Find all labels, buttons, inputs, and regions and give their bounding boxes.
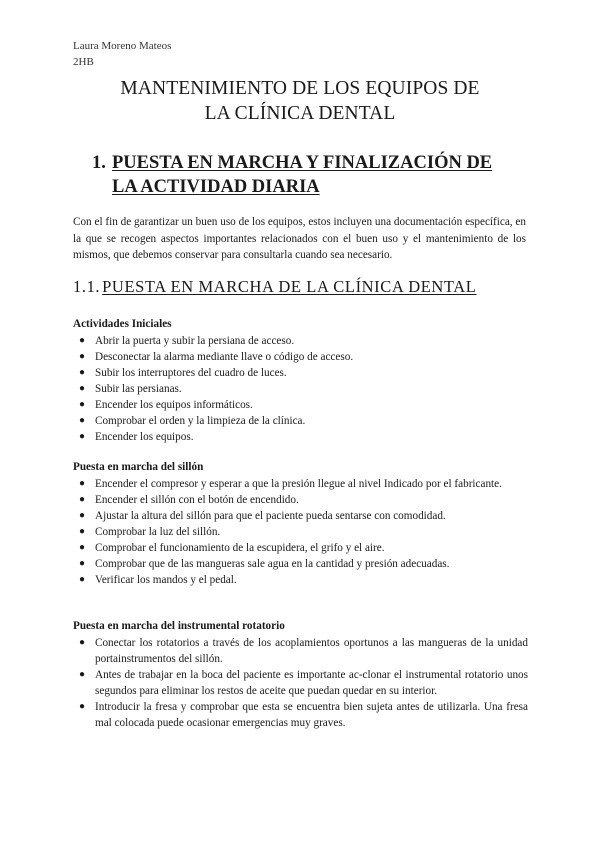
list-item-text: Introducir la fresa y comprobar que esta se encuentra bien sujeta antes de utilizarla. Una fresa mal colocada puede ocasionar emergencias muy graves.: [95, 701, 528, 729]
list-item-text: Abrir la puerta y subir la persiana de acceso.: [95, 335, 295, 347]
list-item-text: Ajustar la altura del sillón para que el paciente pueda sentarse con comodidad.: [95, 510, 446, 522]
bullet-list: [73, 476, 528, 588]
bullet-icon: ●: [79, 351, 86, 362]
document-title-line-1: MANTENIMIENTO DE LOS EQUIPOS DE: [120, 78, 480, 99]
list-item: [73, 508, 528, 524]
bullet-icon: ●: [79, 399, 86, 410]
list-item-text: Encender los equipos informáticos.: [95, 399, 253, 411]
section-title-line-2: LA ACTIVIDAD DIARIA: [112, 177, 320, 197]
list-item: [73, 397, 528, 413]
subsection-heading: [73, 276, 533, 298]
list-item: [73, 699, 528, 731]
document-title: [60, 76, 540, 126]
document-header: [73, 38, 171, 70]
list-item: [73, 492, 528, 508]
bullet-icon: ●: [79, 510, 86, 521]
author-name: Laura Moreno Mateos: [73, 40, 172, 52]
list-item: [73, 476, 528, 492]
list-item: [73, 540, 528, 556]
bullet-list: [73, 333, 528, 445]
bullet-icon: ●: [79, 383, 86, 394]
list-item: [73, 524, 528, 540]
section-title-line-1: PUESTA EN MARCHA Y FINALIZACIÓN DE: [112, 153, 493, 173]
bullet-icon: ●: [79, 478, 86, 489]
bullet-icon: ●: [79, 367, 86, 378]
list-item: [73, 349, 528, 365]
section-heading: [92, 151, 542, 199]
list-item-text: Comprobar el funcionamiento de la escupidera, el grifo y el aire.: [95, 542, 385, 554]
list-item: [73, 667, 528, 699]
bullet-icon: ●: [79, 637, 86, 648]
list-item: [73, 413, 528, 429]
group-code: 2HB: [73, 56, 94, 68]
section-title: [112, 151, 542, 199]
block-instrumental-rotatorio: [73, 618, 528, 731]
list-item-text: Encender el compresor y esperar a que la presión llegue al nivel Indicado por el fabricante.: [95, 478, 502, 490]
block-title: Actividades Iniciales: [73, 318, 172, 330]
list-item: [73, 635, 528, 667]
list-item: [73, 381, 528, 397]
bullet-icon: ●: [79, 558, 86, 569]
list-item: [73, 365, 528, 381]
list-item-text: Encender el sillón con el botón de encendido.: [95, 494, 299, 506]
list-item-text: Conectar los rotatorios a través de los acoplamientos oportunos a las mangueras de la unidad portainstrumentos del sillón.: [95, 637, 528, 665]
list-item-text: Subir las persianas.: [95, 383, 182, 395]
list-item-text: Desconectar la alarma mediante llave o código de acceso.: [95, 351, 354, 363]
block-title: Puesta en marcha del instrumental rotatorio: [73, 620, 285, 632]
list-item-text: Antes de trabajar en la boca del paciente es importante ac-clonar el instrumental rotatorio unos segundos para eliminar los restos de aceite que puedan quedar en su interior.: [95, 669, 528, 697]
list-item-text: Encender los equipos.: [95, 431, 194, 443]
intro-paragraph: Con el fin de garantizar un buen uso de los equipos, estos incluyen una documentación específica, en la que se recogen aspectos importantes relacionados con el buen uso y el mantenimiento de los mismos, que debemos conservar para consultarla cuando sea necesario.: [73, 216, 526, 261]
bullet-list: [73, 635, 528, 731]
list-item: [73, 429, 528, 445]
list-item-text: Comprobar la luz del sillón.: [95, 526, 221, 538]
bullet-icon: ●: [79, 335, 86, 346]
bullet-icon: ●: [79, 701, 86, 712]
bullet-icon: ●: [79, 526, 86, 537]
document-title-line-2: LA CLÍNICA DENTAL: [204, 103, 396, 124]
block-actividades-iniciales: [73, 316, 528, 445]
list-item: [73, 333, 528, 349]
block-title: Puesta en marcha del sillón: [73, 461, 204, 473]
list-item: [73, 572, 528, 588]
list-item-text: Comprobar el orden y la limpieza de la clínica.: [95, 415, 306, 427]
list-item-text: Subir los interruptores del cuadro de luces.: [95, 367, 287, 379]
bullet-icon: ●: [79, 542, 86, 553]
list-item-text: Comprobar que de las mangueras sale agua en la cantidad y presión adecuadas.: [95, 558, 450, 570]
bullet-icon: ●: [79, 494, 86, 505]
bullet-icon: ●: [79, 415, 86, 426]
subsection-title: PUESTA EN MARCHA DE LA CLÍNICA DENTAL: [102, 277, 477, 296]
block-puesta-en-marcha-sillon: [73, 459, 528, 588]
section-number: 1.: [92, 153, 106, 173]
bullet-icon: ●: [79, 431, 86, 442]
list-item: [73, 556, 528, 572]
bullet-icon: ●: [79, 574, 86, 585]
bullet-icon: ●: [79, 669, 86, 680]
subsection-number: 1.1.: [73, 277, 101, 296]
list-item-text: Verificar los mandos y el pedal.: [95, 574, 237, 586]
